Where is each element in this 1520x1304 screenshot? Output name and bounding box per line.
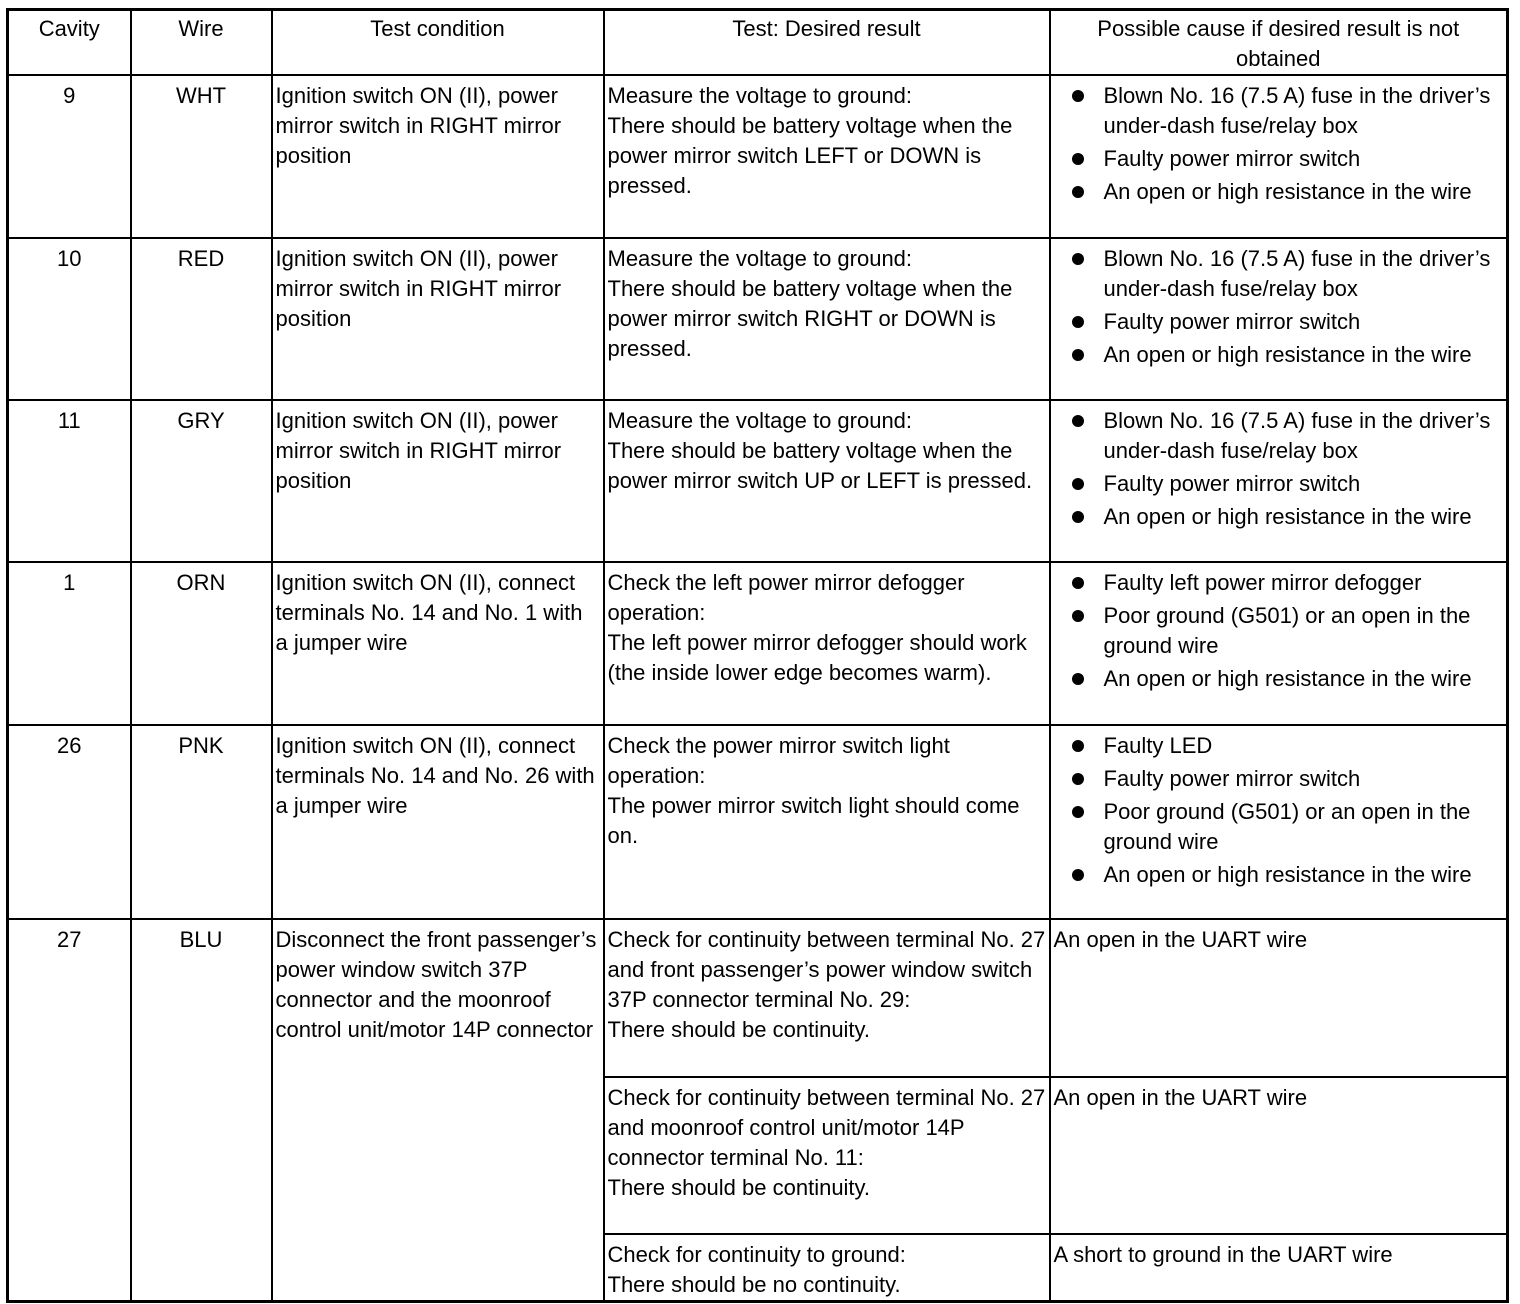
result-line: The left power mirror defogger should work (the inside lower edge becomes warm).: [607, 630, 1027, 685]
result-line: Check the power mirror switch light operation:: [607, 733, 950, 788]
header-test-condition: Test condition: [272, 10, 604, 76]
header-cavity: Cavity: [8, 10, 131, 76]
desired-result-cell: [604, 919, 1050, 1077]
cavity-cell: 9: [8, 75, 131, 238]
cause-item: Faulty power mirror switch: [1054, 307, 1504, 337]
test-condition-cell: Ignition switch ON (II), connect terminals No. 14 and No. 26 with a jumper wire: [272, 725, 604, 919]
desired-result-cell: [604, 725, 1050, 919]
cavity-cell: 27: [8, 919, 131, 1302]
possible-cause-cell: A short to ground in the UART wire: [1050, 1234, 1508, 1302]
possible-cause-cell: An open in the UART wire: [1050, 919, 1508, 1077]
cause-item: Blown No. 16 (7.5 A) fuse in the driver’s under-dash fuse/relay box: [1054, 244, 1504, 304]
cause-item: Faulty power mirror switch: [1054, 144, 1504, 174]
test-condition-cell: Ignition switch ON (II), power mirror switch in RIGHT mirror position: [272, 400, 604, 562]
table-row: [8, 75, 1508, 238]
result-line: The power mirror switch light should come on.: [607, 793, 1020, 848]
cause-item: Poor ground (G501) or an open in the ground wire: [1054, 601, 1504, 661]
possible-cause-cell: [1050, 725, 1508, 919]
result-line: Measure the voltage to ground:: [607, 246, 913, 271]
desired-result-cell: [604, 75, 1050, 238]
cause-item: Faulty power mirror switch: [1054, 764, 1504, 794]
wire-cell: PNK: [131, 725, 272, 919]
wire-cell: WHT: [131, 75, 272, 238]
table-row: [8, 238, 1508, 400]
table-row: [8, 919, 1508, 1077]
desired-result-cell: [604, 238, 1050, 400]
cause-item: An open or high resistance in the wire: [1054, 860, 1504, 890]
table-row: [8, 562, 1508, 725]
cause-item: An open or high resistance in the wire: [1054, 177, 1504, 207]
result-line: Measure the voltage to ground:: [607, 408, 913, 433]
possible-cause-cell: An open in the UART wire: [1050, 1077, 1508, 1234]
result-line: There should be no continuity.: [607, 1272, 901, 1297]
cause-item: Blown No. 16 (7.5 A) fuse in the driver’s under-dash fuse/relay box: [1054, 406, 1504, 466]
cause-item: An open or high resistance in the wire: [1054, 340, 1504, 370]
test-condition-cell: Ignition switch ON (II), power mirror switch in RIGHT mirror position: [272, 75, 604, 238]
result-line: There should be battery voltage when the power mirror switch LEFT or DOWN is pressed.: [607, 113, 1013, 198]
possible-cause-cell: [1050, 562, 1508, 725]
desired-result-cell: [604, 1234, 1050, 1302]
possible-cause-cell: [1050, 75, 1508, 238]
cause-item: Faulty LED: [1054, 731, 1504, 761]
wire-cell: GRY: [131, 400, 272, 562]
cause-item: Faulty left power mirror defogger: [1054, 568, 1504, 598]
cause-list: [1054, 406, 1504, 532]
test-condition-cell: Ignition switch ON (II), power mirror switch in RIGHT mirror position: [272, 238, 604, 400]
wire-cell: BLU: [131, 919, 272, 1302]
desired-result-cell: [604, 1077, 1050, 1234]
result-line: Check for continuity to ground:: [607, 1242, 906, 1267]
result-line: There should be continuity.: [607, 1017, 871, 1042]
wire-cell: RED: [131, 238, 272, 400]
possible-cause-cell: [1050, 400, 1508, 562]
desired-result-cell: [604, 562, 1050, 725]
table-row: [8, 400, 1508, 562]
cavity-cell: 10: [8, 238, 131, 400]
cause-item: Faulty power mirror switch: [1054, 469, 1504, 499]
result-line: Measure the voltage to ground:: [607, 83, 913, 108]
header-desired-result: Test: Desired result: [604, 10, 1050, 76]
wire-cell: ORN: [131, 562, 272, 725]
possible-cause-cell: [1050, 238, 1508, 400]
result-line: Check for continuity between terminal No. 27 and front passenger’s power window switch 37P connector terminal No. 29:: [607, 927, 1046, 1012]
header-wire: Wire: [131, 10, 272, 76]
cavity-cell: 1: [8, 562, 131, 725]
result-line: There should be battery voltage when the power mirror switch UP or LEFT is pressed.: [607, 438, 1033, 493]
table-row: [8, 725, 1508, 919]
connector-test-table: [6, 8, 1509, 1303]
test-condition-cell: Ignition switch ON (II), connect terminals No. 14 and No. 1 with a jumper wire: [272, 562, 604, 725]
cavity-cell: 26: [8, 725, 131, 919]
cavity-cell: 11: [8, 400, 131, 562]
header-row: [8, 10, 1508, 76]
cause-list: [1054, 568, 1504, 694]
cause-item: Poor ground (G501) or an open in the ground wire: [1054, 797, 1504, 857]
result-line: There should be continuity.: [607, 1175, 871, 1200]
cause-item: Blown No. 16 (7.5 A) fuse in the driver’s under-dash fuse/relay box: [1054, 81, 1504, 141]
test-condition-cell: Disconnect the front passenger’s power window switch 37P connector and the moonroof control unit/motor 14P connector: [272, 919, 604, 1302]
result-line: Check the left power mirror defogger operation:: [607, 570, 965, 625]
header-possible-cause: Possible cause if desired result is not obtained: [1050, 10, 1508, 76]
cause-list: [1054, 731, 1504, 890]
desired-result-cell: [604, 400, 1050, 562]
result-line: There should be battery voltage when the power mirror switch RIGHT or DOWN is pressed.: [607, 276, 1013, 361]
result-line: Check for continuity between terminal No. 27 and moonroof control unit/motor 14P connector terminal No. 11:: [607, 1085, 1046, 1170]
cause-list: [1054, 244, 1504, 370]
cause-item: An open or high resistance in the wire: [1054, 664, 1504, 694]
cause-list: [1054, 81, 1504, 207]
cause-item: An open or high resistance in the wire: [1054, 502, 1504, 532]
